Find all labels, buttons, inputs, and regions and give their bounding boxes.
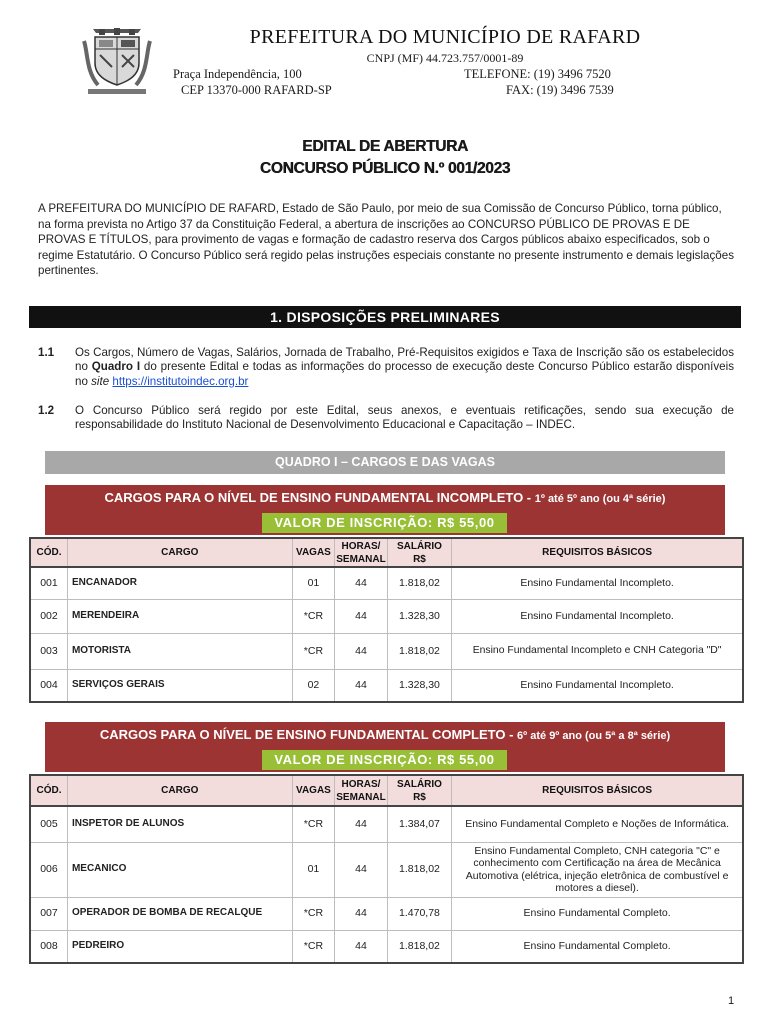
item-text: O Concurso Público será regido por este Edital, seus anexos, e eventuais retificações, sendo sua execução de responsabilidade do Instituto Nacional de Desenvolvimento Educacional e Capacitação – INDEC. bbox=[75, 404, 734, 432]
col-cod: CÓD. bbox=[30, 538, 67, 567]
page-number: 1 bbox=[728, 995, 735, 1007]
fax: FAX: (19) 3496 7539 bbox=[506, 83, 614, 97]
table-row: 006 MECANICO 01 44 1.818,02 Ensino Fundamental Completo, CNH categoria "C" e conhecimento com Certificação na área de Mecânica Automotiva (elétrica, injeção eletrônica de combustível e motores a diesel). bbox=[30, 842, 743, 897]
col-requisitos: REQUISITOS BÁSICOS bbox=[452, 538, 743, 567]
cargos-table bbox=[29, 774, 744, 964]
cnpj: CNPJ (MF) 44.723.757/0001-89 bbox=[366, 51, 524, 65]
intro-paragraph: A PREFEITURA DO MUNICÍPIO DE RAFARD, Estado de São Paulo, por meio de sua Comissão de Concurso Público, torna público, na forma prevista no Artigo 37 da Constituição Federal, a abertura de inscrições ao CONCURSO PÚBLICO DE PROVAS E DE PROVAS E TÍTULOS, para provimento de vagas e formação de cadastro reserva dos Cargos públicos abaixo especificados, sob o regime Estatutário. O Concurso Público será regido pelas instruções especiais constante no presente instrumento e demais legislações pertinentes. bbox=[38, 202, 734, 278]
fee-badge: VALOR DE INSCRIÇÃO: R$ 55,00 bbox=[262, 513, 507, 533]
municipality-title: PREFEITURA DO MUNICÍPIO DE RAFARD bbox=[249, 26, 641, 48]
group-header bbox=[45, 722, 725, 772]
col-cargo: CARGO bbox=[67, 538, 292, 567]
municipal-crest-icon bbox=[82, 27, 152, 95]
quadro-title: QUADRO I – CARGOS E DAS VAGAS bbox=[45, 451, 725, 474]
item-number: 1.2 bbox=[38, 404, 55, 417]
table-row: 008 PEDREIRO *CR 44 1.818,02 Ensino Fundamental Completo. bbox=[30, 930, 743, 963]
table-row: 002 MERENDEIRA *CR 44 1.328,30 Ensino Fundamental Incompleto. bbox=[30, 599, 743, 633]
item-text: Os Cargos, Número de Vagas, Salários, Jornada de Trabalho, Pré-Requisitos exigidos e Taxa de Inscrição são os estabelecidos no Quadro I do presente Edital e todas as informações do processo de execução deste Concurso Público estarão disponíveis no site https://institutoindec.org.br bbox=[75, 346, 734, 388]
section-heading: 1. DISPOSIÇÕES PRELIMINARES bbox=[29, 306, 741, 328]
phone: TELEFONE: (19) 3496 7520 bbox=[464, 67, 611, 81]
fee-badge: VALOR DE INSCRIÇÃO: R$ 55,00 bbox=[262, 750, 507, 770]
table-row: 007 OPERADOR DE BOMBA DE RECALQUE *CR 44 1.470,78 Ensino Fundamental Completo. bbox=[30, 897, 743, 930]
col-horas: HORAS/ SEMANAL bbox=[335, 775, 387, 806]
letterhead bbox=[0, 0, 770, 110]
col-cod: CÓD. bbox=[30, 775, 67, 806]
concurso-title: CONCURSO PÚBLICO N.º 001/2023 bbox=[259, 160, 511, 177]
col-vagas: VAGAS bbox=[292, 775, 335, 806]
col-salario: SALÁRIO R$ bbox=[387, 538, 451, 567]
cargos-table bbox=[29, 537, 744, 703]
col-cargo: CARGO bbox=[67, 775, 292, 806]
address-line-1: Praça Independência, 100 bbox=[173, 67, 302, 81]
item-1-2 bbox=[38, 404, 734, 433]
col-salario: SALÁRIO R$ bbox=[387, 775, 451, 806]
col-horas: HORAS/ SEMANAL bbox=[335, 538, 387, 567]
table-row: 001 ENCANADOR 01 44 1.818,02 Ensino Fundamental Incompleto. bbox=[30, 567, 743, 599]
item-1-1 bbox=[38, 346, 734, 389]
item-number: 1.1 bbox=[38, 346, 55, 359]
col-vagas: VAGAS bbox=[292, 538, 335, 567]
group-title: CARGOS PARA O NÍVEL DE ENSINO FUNDAMENTAL INCOMPLETO - 1º até 5º ano (ou 4ª série) bbox=[104, 490, 666, 505]
group-header bbox=[45, 485, 725, 535]
table-row: 003 MOTORISTA *CR 44 1.818,02 Ensino Fundamental Incompleto e CNH Categoria "D" bbox=[30, 633, 743, 669]
group-title: CARGOS PARA O NÍVEL DE ENSINO FUNDAMENTAL COMPLETO - 6º até 9º ano (ou 5ª a 8ª série) bbox=[99, 727, 671, 742]
col-requisitos: REQUISITOS BÁSICOS bbox=[452, 775, 743, 806]
address-line-2: CEP 13370-000 RAFARD-SP bbox=[181, 83, 332, 97]
edital-title: EDITAL DE ABERTURA bbox=[302, 138, 468, 155]
institute-link[interactable]: https://institutoindec.org.br bbox=[112, 374, 249, 388]
table-row: 005 INSPETOR DE ALUNOS *CR 44 1.384,07 Ensino Fundamental Completo e Noções de Informática. bbox=[30, 806, 743, 842]
table-row: 004 SERVIÇOS GERAIS 02 44 1.328,30 Ensino Fundamental Incompleto. bbox=[30, 669, 743, 702]
